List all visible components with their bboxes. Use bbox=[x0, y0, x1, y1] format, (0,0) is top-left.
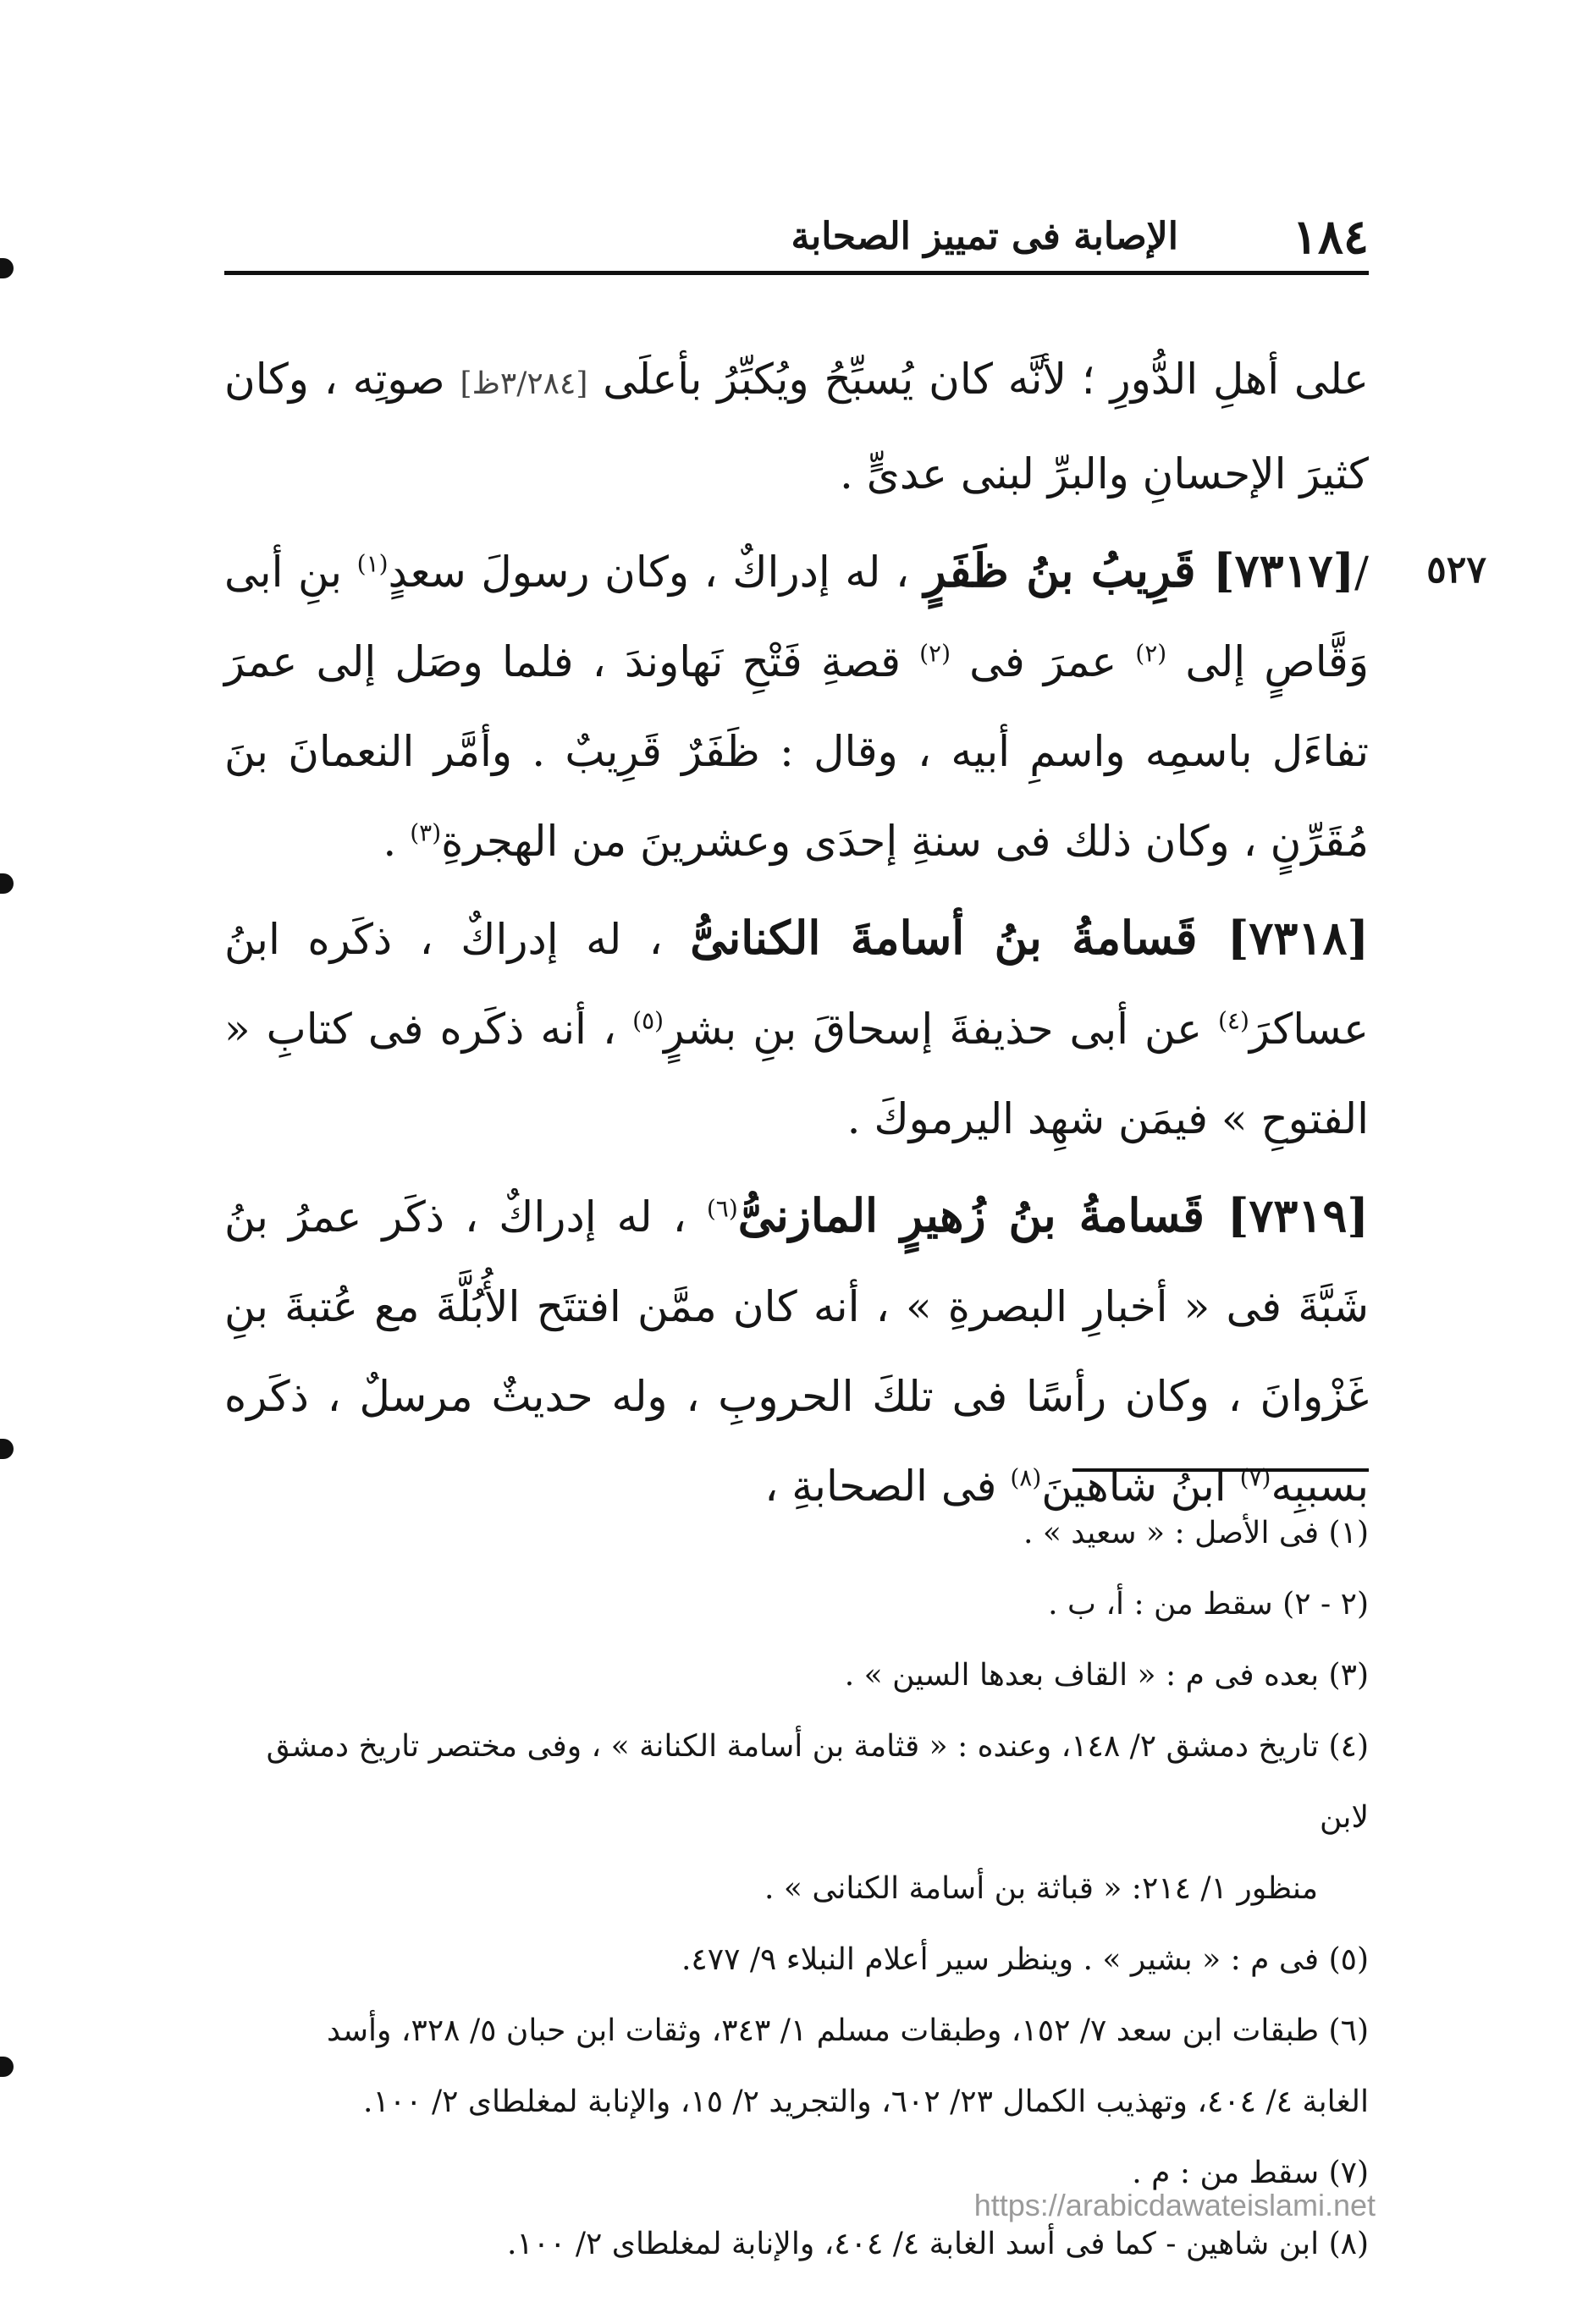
text: ، له إدراكٌ ، ذكَره ابنُ عساكرَ bbox=[224, 915, 1369, 1054]
text: عن أبى حذيفةَ إسحاقَ بنِ بشرٍ bbox=[664, 1005, 1218, 1054]
scan-edge-mark bbox=[0, 258, 14, 278]
entry-7317 bbox=[224, 526, 1369, 886]
text: عمرَ فى bbox=[951, 637, 1136, 686]
footnote-4: (٤) تاريخ دمشق ٢/ ١٤٨، وعنده : « قثامة بن أسامة الكنانة » ، وفى مختصر تاريخ دمشق لابن bbox=[266, 1729, 1369, 1835]
page-slash: / bbox=[1354, 548, 1370, 597]
entry-name: قَسامةُ بنُ أسامةَ الكنانىُّ bbox=[690, 911, 1227, 965]
footnote-ref[interactable]: (٤) bbox=[1217, 1006, 1249, 1035]
footnote-3: (٣) بعده فى م : « القاف بعدها السين » . bbox=[844, 1658, 1369, 1693]
footnote-ref[interactable]: (٢) bbox=[919, 639, 951, 668]
text: ، له إدراكٌ ، ذكَر عمرُ بنُ شَبَّةَ فى « أخبارِ البصرةِ » ، أنه كان ممَّن افتتَح الأُبُلَّةَ مع عُتبةَ بنِ غَزْوانَ ، وكان رأسًا فى تلكَ الحروبِ ، وله حديثٌ مرسلٌ ، ذكَره بسببِه bbox=[224, 1192, 1369, 1511]
text: ، أنه ذكَره فى كتابِ « الفتوحِ » فيمَن شهِد اليرموكَ . bbox=[224, 1005, 1369, 1143]
entry-name: قَرِيبُ بنُ ظَفَرٍ bbox=[924, 543, 1214, 598]
text: ابنُ شاهينَ bbox=[1041, 1462, 1240, 1511]
footnote-2: (٢ - ٢) سقط من : أ، ب . bbox=[1048, 1587, 1369, 1622]
page-header bbox=[224, 203, 1369, 271]
entry-name: قَسامةُ بنُ زُهيرٍ المازنىُّ bbox=[737, 1188, 1227, 1242]
text: فى الصحابةِ ، bbox=[764, 1462, 1011, 1511]
text: على أهلِ الدُّورِ ؛ لأنَّه كان يُسبِّحُ ويُكبِّرُ بأعلَى bbox=[587, 355, 1369, 404]
entry-7319 bbox=[224, 1170, 1369, 1531]
footnote-1: (١) فى الأصل : « سعيد » . bbox=[1023, 1516, 1369, 1550]
entry-number: [٧٣١٩] bbox=[1227, 1188, 1369, 1242]
body-text bbox=[224, 334, 1369, 1538]
text: صوتِه ، وكان كثيرَ الإحسانِ والبرِّ لبنى عدىٍّ . bbox=[224, 355, 1369, 498]
text: . bbox=[383, 817, 411, 866]
footnote-8: (٨) ابن شاهين - كما فى أسد الغابة ٤/ ٤٠٤، والإنابة لمغلطاى ٢/ ١٠٠. bbox=[506, 2227, 1369, 2261]
margin-page-reference: ٥٢٧ bbox=[1426, 548, 1486, 592]
scan-edge-mark bbox=[0, 1439, 14, 1459]
paragraph-continuation bbox=[224, 334, 1369, 519]
footnote-ref[interactable]: (٣) bbox=[410, 818, 442, 847]
footnote-ref[interactable]: (٢) bbox=[1135, 639, 1167, 668]
watermark-url: https://arabicdawateislami.net bbox=[973, 2188, 1376, 2222]
footnote-6: (٦) طبقات ابن سعد ٧/ ١٥٢، وطبقات مسلم ١/ ٣٤٣، وثقات ابن حبان ٥/ ٣٢٨، وأسد bbox=[326, 2013, 1369, 2048]
footnote-7: (٧) سقط من : م . bbox=[1132, 2156, 1369, 2190]
footnote-5: (٥) فى م : « بشير » . وينظر سير أعلام النبلاء ٩/ ٤٧٧. bbox=[681, 1942, 1369, 1977]
footnote-4-continued: منظور ١/ ٢١٤: « قباثة بن أسامة الكنانى » . bbox=[764, 1871, 1318, 1906]
footnote-6-continued: الغابة ٤/ ٤٠٤، وتهذيب الكمال ٢٣/ ٦٠٢، والتجريد ٢/ ١٥، والإنابة لمغلطاى ٢/ ١٠٠. bbox=[363, 2084, 1369, 2119]
entry-number: [٧٣١٨] bbox=[1227, 911, 1369, 965]
footnote-ref[interactable]: (٨) bbox=[1010, 1463, 1042, 1492]
manuscript-marker: [٣/٢٨٤ظ] bbox=[460, 366, 588, 401]
entry-7318 bbox=[224, 893, 1369, 1164]
text: بنِ أبى وَقَّاصٍ إلى bbox=[224, 548, 1369, 686]
text: قصةِ فَتْحِ نَهاوندَ ، فلما وصَل إلى عمرَ تفاءَل باسمِه واسمِ أبيه ، وقال : ظَفَرٌ قَرِيبٌ . وأمَّر النعمانَ بنَ مُقَرِّنٍ ، وكان ذلك فى سنةِ إحدَى وعشرينَ من الهجرةِ bbox=[224, 637, 1369, 866]
footnote-rule bbox=[1072, 1468, 1369, 1472]
footnote-ref[interactable]: (٦) bbox=[706, 1194, 738, 1223]
scan-edge-mark bbox=[0, 873, 14, 894]
footnotes bbox=[224, 1498, 1369, 2280]
book-title: الإصابة فى تمييز الصحابة bbox=[791, 215, 1178, 258]
header-rule bbox=[224, 271, 1369, 275]
footnote-ref[interactable]: (٥) bbox=[632, 1006, 664, 1035]
scan-edge-mark bbox=[0, 2057, 14, 2077]
text: ، له إدراكٌ ، وكان رسولَ سعدٍ bbox=[388, 548, 924, 597]
footnote-ref[interactable]: (١) bbox=[356, 549, 389, 578]
page-number: ١٨٤ bbox=[1292, 209, 1369, 265]
footnote-ref[interactable]: (٧) bbox=[1239, 1463, 1271, 1492]
entry-number: [٧٣١٧] bbox=[1213, 543, 1355, 598]
